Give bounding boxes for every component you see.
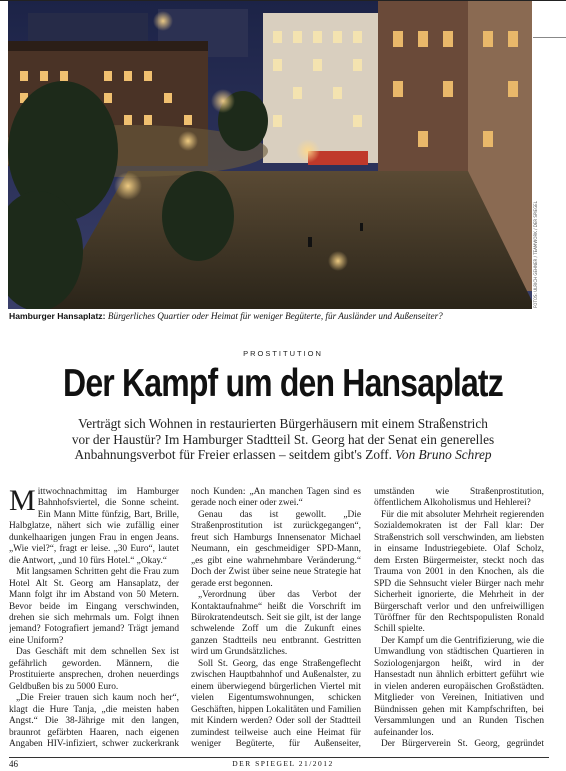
paragraph-text: ittwochnachmittag im Hamburger Bahnhofsviertel, die Sonne scheint. Ein Mann Mitte fünfzig, Bart, Brille, Halbglatze, nähert sich wie zufällig einer dunkelhaarigen jungen Frau in engen Jeans. „Wie viel?“, fragt er leise. „30 Euro“, lautet die Antwort, „und 10 fürs Hotel.“ „Okay.“ [9,487,179,566]
footer-rule [9,757,549,758]
paragraph: noch Kunden: „An manchen Tagen sind es gerade noch einer oder zwei.“ [191,487,361,509]
drop-cap: M [9,487,36,517]
body-column-1 [9,487,179,749]
paragraph: Das Geschäft mit dem schnellen Sex ist gefährlich geworden. Männern, die Prostituierte ansprechen, drohen neuerdings Geldbußen bis zu 5000 Euro. [9,647,179,692]
article-headline: Der Kampf um den Hansaplatz [63,362,503,405]
paragraph: „Verordnung über das Verbot der Kontaktaufnahme“ heißt die Vorschrift im Bürokratendeutsch. Seit sie gilt, ist der lange schwelende Zoff um die Zukunft eines ganzen Stadtteils neu entbrannt. Gestritten wird um Grundsätzliches. [191,590,361,658]
paragraph [9,487,179,567]
article-intro [70,416,496,463]
photo-credit: FOTOS: ULRICH GEHNER / TEAMWORK / DER SPIEGEL [533,201,538,308]
paragraph: Soll St. Georg, das enge Straßengeflecht zwischen Hauptbahnhof und Außenalster, zu einem überwiegend bürgerlichen Viertel mit vielen Eigentumswohnungen, schicken Geschäften, hippen Lokalitäten und Familien mit Kindern werden? Oder soll der Stadtteil zumindest teilweise auch eine Heimat für weniger Begüterte, für Außenseiter, [191,658,361,749]
right-edge-rule [533,37,566,38]
magazine-footer: DER SPIEGEL 21/2012 [232,759,334,768]
article-body [9,487,544,749]
paragraph: Genau das ist gewollt. „Die Straßenprostitution ist zurückgegangen“, freut sich Hamburgs Innensenator Michael Neumann, ein geschmeidiger SPD-Mann, „es gibt eine wahrnehmbare Veränderung.“ Doch der Zwist über seine neue Strategie hat gerade erst begonnen. [191,509,361,589]
caption-text: Bürgerliches Quartier oder Heimat für weniger Begüterte, für Ausländer und Außenseiter? [107,311,443,321]
paragraph: „Die Freier trauen sich kaum noch her“, klagt die Hure Tanja, „die meisten haben Angst.“ Die 38-Jährige mit den langen, braunrot gefärbten Haaren, nach eigenen Angaben HIV-infiziert, schwer zuckerkrank [9,693,179,749]
paragraph: umständen wie Straßenprostitution, öffentlichem Alkoholismus und Hehlerei? [374,487,544,509]
caption-location: Hamburger Hansaplatz: [9,311,106,321]
photo-caption [9,310,539,324]
page-number: 46 [9,759,18,769]
intro-text: Verträgt sich Wohnen in restaurierten Bürgerhäusern mit einem Straßenstrich vor der Haustür? Im Hamburger Stadtteil St. Georg hat der Senat ein generelles Anbahnungsverbot für Freier erlassen – seitdem gibt's Zoff. [71,416,495,462]
paragraph: Der Kampf um die Gentrifizierung, wie die Umwandlung von städtischen Quartieren in Soziologenjargon heißt, wird in der Hansestadt nun ähnlich erbittert geführt wie in vielen anderen europäischen Großstädten. Mitglieder von Vereinen, Initiativen und Bündnissen gehen mit Kampfschriften, bei Versammlungen und an Runden Tischen aufeinander los. [374,635,544,738]
paragraph: Für die mit absoluter Mehrheit regierenden Sozialdemokraten ist der Fall klar: Der Straßenstrich soll verschwinden, am liebsten in einsame Industriegebiete. Olaf Scholz, dem Ersten Bürgermeister, steckt noch das Trauma von 2001 in den Knochen, als die SPD die Sehnsucht vieler Bürger nach mehr Sicherheit ignorierte, die Mehrheit in der Bürgerschaft verlor und den unfreiwilligen Türöffner für den Rechtspopulisten Ronald Schill spielte. [374,509,544,635]
body-column-3 [374,487,544,749]
hansaplatz-night-photo [8,1,532,309]
body-column-2 [191,487,361,749]
author-byline: Von Bruno Schrep [395,447,492,462]
paragraph: Der Bürgerverein St. Georg, gegründet [381,738,544,749]
section-kicker: PROSTITUTION [243,349,323,358]
paragraph: Mit langsamen Schritten geht die Frau zum Hotel Alt St. Georg am Hansaplatz, der Mann folgt ihr im Abstand von 50 Metern. Bevor beide im Eingang verschwinden, drehen sie sich mehrmals um. Folgt ihnen jemand? Fotografiert jemand? Trägt jemand eine Uniform? [9,567,179,646]
